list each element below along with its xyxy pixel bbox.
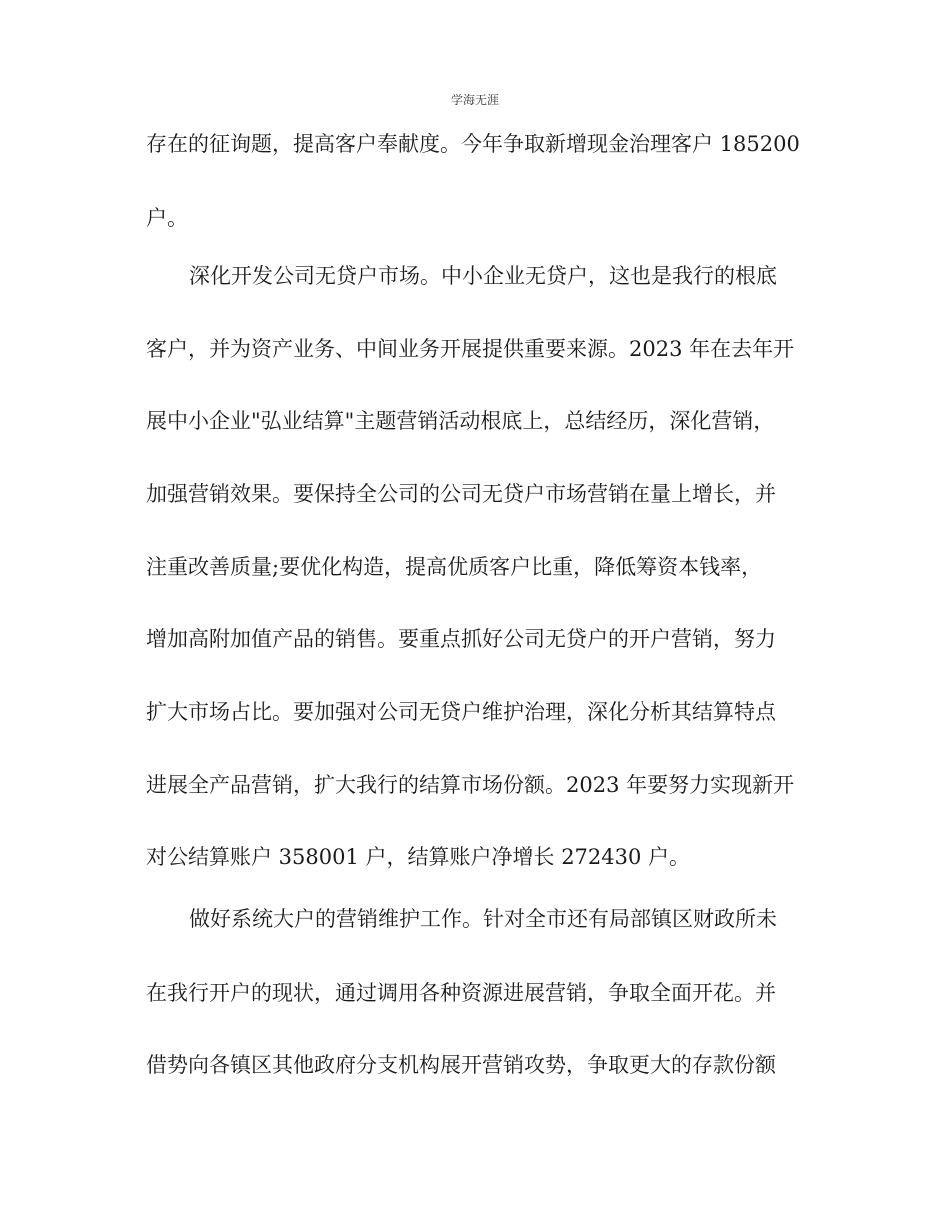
text-line: 扩大市场占比。要加强对公司无贷户维护治理，深化分析其结算特点 [146,700,776,724]
text-line: 增加高附加值产品的销售。要重点抓好公司无贷户的开户营销，努力 [146,627,776,651]
page-header: 学海无涯 [450,93,499,107]
text-line: 展中小企业"弘业结算"主题营销活动根底上，总结经历，深化营销， [146,409,775,433]
text-line: 在我行开户的现状，通过调用各种资源进展营销，争取全面开花。并 [146,981,776,1005]
text-line: 进展全产品营销，扩大我行的结算市场份额。2023 年要努力实现新开 [146,773,795,797]
text-line-paragraph-start: 深化开发公司无贷户市场。中小企业无贷户，这也是我行的根底 [189,264,777,288]
text-line: 存在的征询题，提高客户奉献度。今年争取新增现金治理客户 185200 [146,132,800,156]
text-line: 对公结算账户 358001 户，结算账户净增长 272430 户。 [146,845,691,869]
text-line-paragraph-start: 做好系统大户的营销维护工作。针对全市还有局部镇区财政所未 [189,907,777,931]
text-line: 注重改善质量;要优化构造，提高优质客户比重，降低筹资本钱率， [146,555,763,579]
text-line: 借势向各镇区其他政府分支机构展开营销攻势，争取更大的存款份额 [146,1053,776,1077]
text-line: 客户，并为资产业务、中间业务开展提供重要来源。2023 年在去年开 [146,337,795,361]
text-line: 加强营销效果。要保持全公司的公司无贷户市场营销在量上增长，并 [146,482,776,506]
text-line: 户。 [146,206,188,230]
